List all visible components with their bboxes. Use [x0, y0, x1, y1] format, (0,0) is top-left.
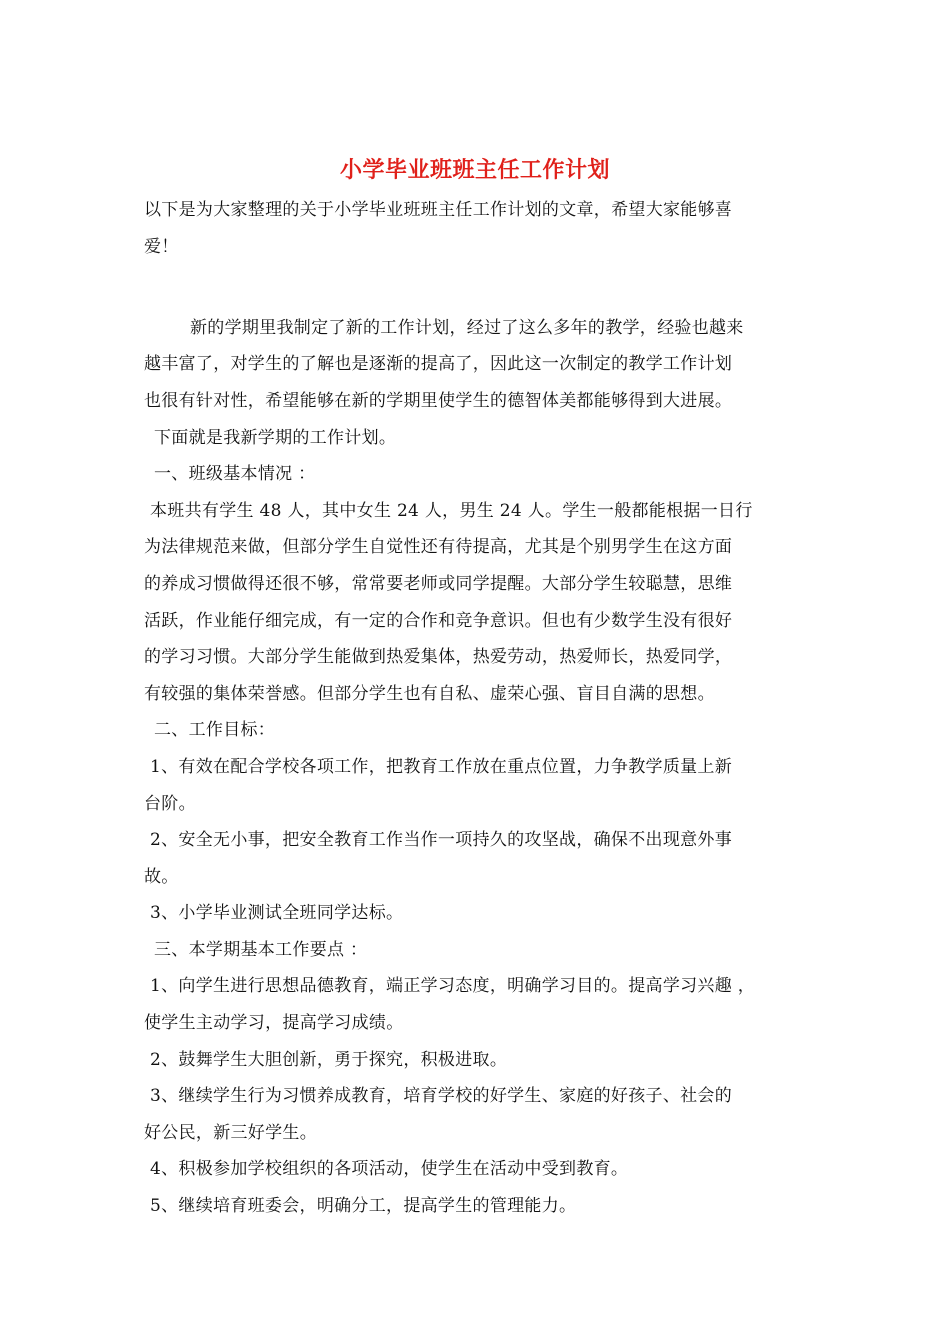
paragraph-line: 越丰富了，对学生的了解也是逐渐的提高了，因此这一次制定的教学工作计划	[144, 354, 733, 375]
document-body	[144, 192, 814, 1225]
intro-line: 爱！	[144, 236, 179, 257]
list-item: 3、继续学生行为习惯养成教育，培育学校的好学生、家庭的好孩子、社会的	[150, 1086, 733, 1107]
section-line: 本班共有学生 48 人，其中女生 24 人，男生 24 人。学生一般都能根据一日行	[150, 500, 753, 521]
list-item-continuation: 台阶。	[144, 793, 196, 814]
intro-line: 以下是为大家整理的关于小学毕业班班主任工作计划的文章，希望大家能够喜	[144, 200, 733, 220]
section-line: 的养成习惯做得还很不够，常常要老师或同学提醒。大部分学生较聪慧，思维	[144, 573, 733, 594]
section-line: 有较强的集体荣誉感。但部分学生也有自私、虚荣心强、盲目自满的思想。	[144, 683, 715, 704]
list-item: 2、安全无小事，把安全教育工作当作一项持久的攻坚战，确保不出现意外事	[150, 830, 733, 851]
list-item: 4、积极参加学校组织的各项活动，使学生在活动中受到教育。	[150, 1159, 629, 1180]
paragraph-gap	[144, 302, 814, 310]
section-heading: 三、本学期基本工作要点 ：	[154, 939, 368, 960]
list-item: 1、向学生进行思想品德教育，端正学习态度，明确学习目的。提高学习兴趣 ，	[150, 976, 756, 997]
section-heading: 一、班级基本情况 ：	[154, 464, 316, 485]
list-item: 2、鼓舞学生大胆创新，勇于探究，积极进取。	[150, 1049, 508, 1070]
paragraph-line: 新的学期里我制定了新的工作计划，经过了这么多年的教学，经验也越来	[190, 317, 744, 338]
list-item: 1、有效在配合学校各项工作，把教育工作放在重点位置，力争教学质量上新	[150, 756, 733, 777]
paragraph-line: 下面就是我新学期的工作计划。	[154, 427, 397, 448]
section-line: 活跃，作业能仔细完成，有一定的合作和竞争意识。但也有少数学生没有很好	[144, 610, 733, 631]
document-title: 小学毕业班班主任工作计划	[339, 157, 610, 183]
list-item-continuation: 使学生主动学习，提高学习成绩。	[144, 1013, 404, 1034]
section-line: 为法律规范来做，但部分学生自觉性还有待提高，尤其是个别男学生在这方面	[144, 537, 733, 558]
paragraph-line: 也很有针对性，希望能够在新的学期里使学生的德智体美都能够得到大进展。	[144, 390, 733, 411]
section-line: 的学习习惯。大部分学生能做到热爱集体，热爱劳动，热爱师长，热爱同学，	[144, 647, 733, 668]
blank-line	[144, 265, 814, 302]
section-heading: 二、工作目标：	[154, 720, 276, 741]
list-item: 3、小学毕业测试全班同学达标。	[150, 903, 404, 924]
list-item-continuation: 故。	[144, 866, 179, 887]
list-item: 5、继续培育班委会，明确分工，提高学生的管理能力。	[150, 1196, 577, 1217]
list-item-continuation: 好公民，新三好学生。	[144, 1122, 317, 1143]
